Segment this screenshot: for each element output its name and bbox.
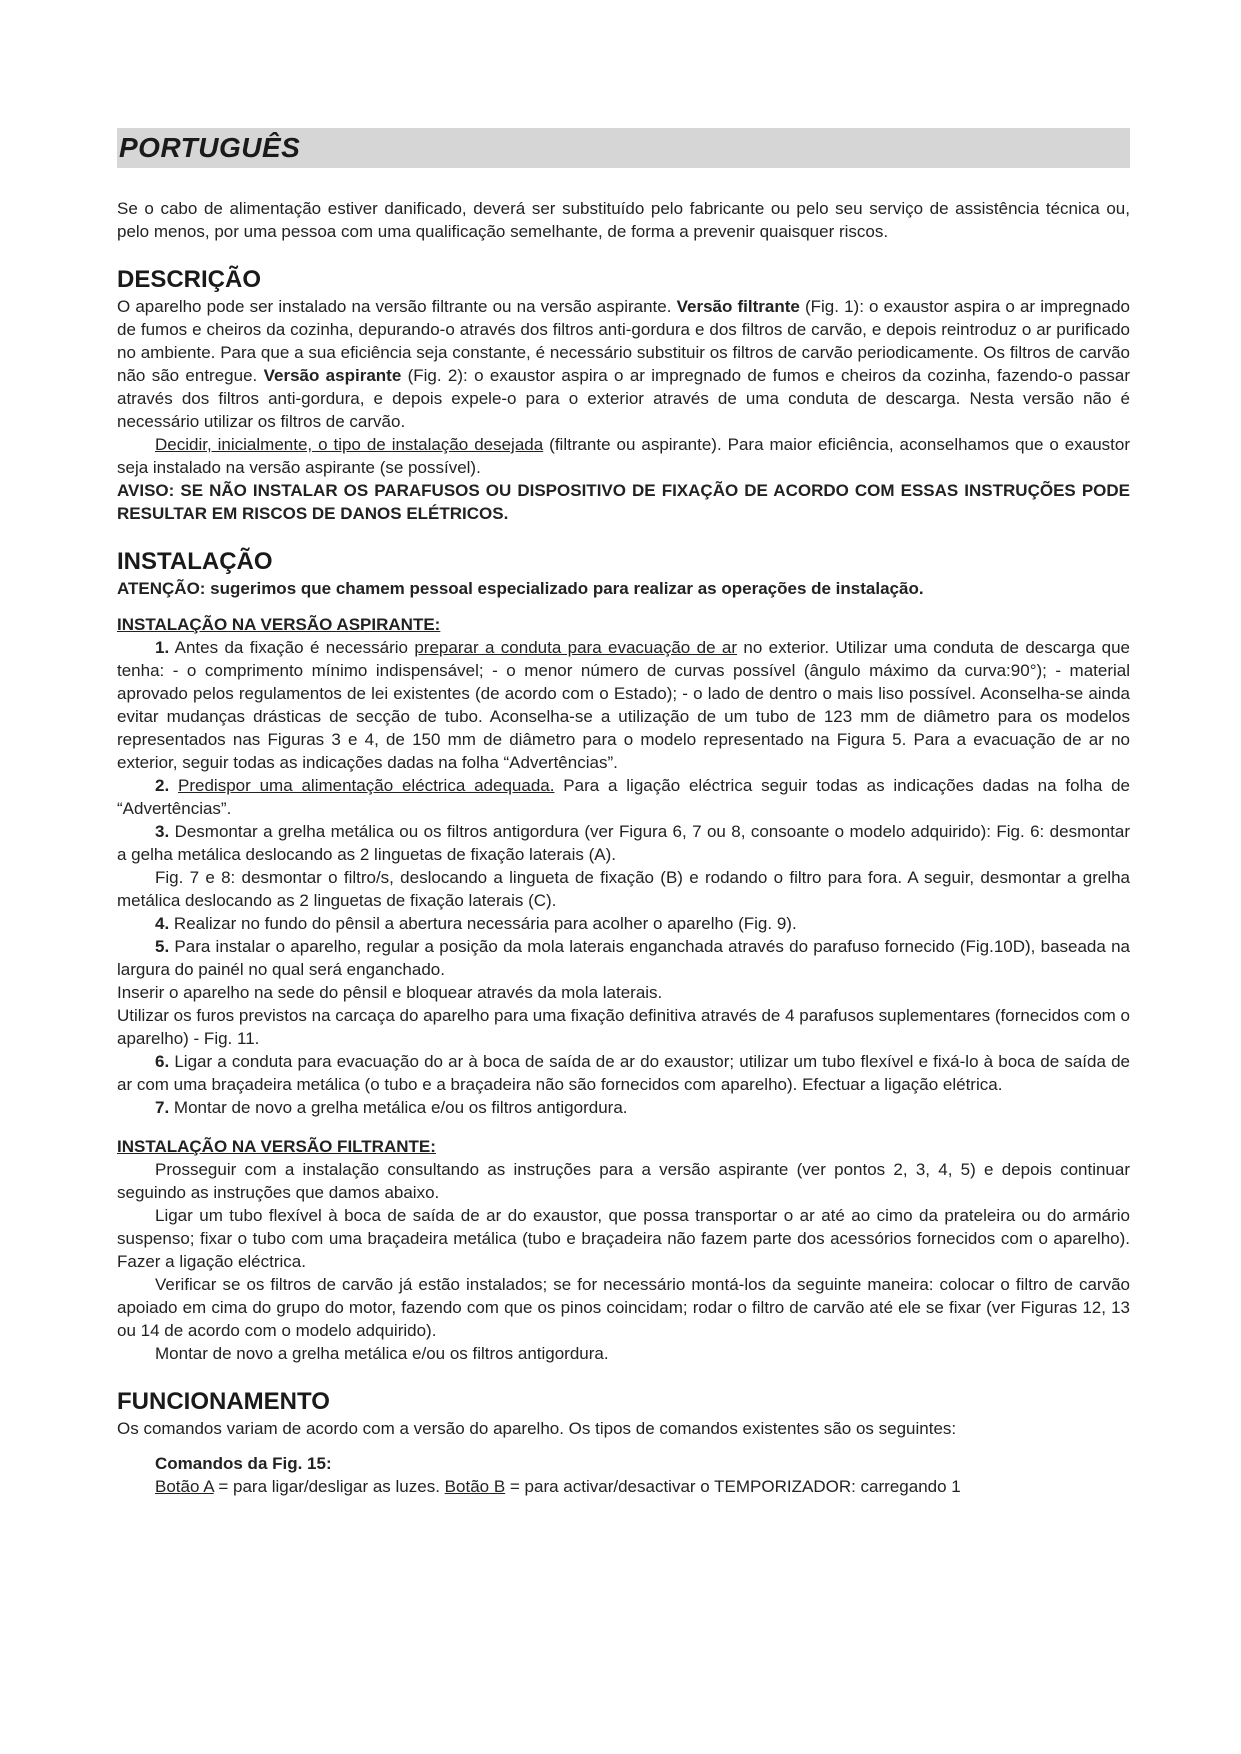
filtrante-paragraph-4: Montar de novo a grelha metálica e/ou os filtros antigordura. [155,1344,609,1363]
filtrante-paragraph-2: Ligar um tubo flexível à boca de saída de ar do exaustor, que possa transportar o ar até ao cimo da prateleira ou do armário suspenso; fixar o tubo com uma braçadeira metálica (tubo e braçadeira não fazem parte dos acessórios fornecidos com o aparelho). Fazer a ligação eléctrica. [117,1206,1130,1271]
section-title-descricao: DESCRIÇÃO [117,266,262,293]
step-7: 7. Montar de novo a grelha metálica e/ou os filtros antigordura. [155,1098,628,1117]
step-6: 6. Ligar a conduta para evacuação do ar à boca de saída de ar do exaustor; utilizar um tubo flexível e fixá-lo à boca de saída de ar com uma braçadeira metálica (o tubo e a braçadeira não são fornecidos com aparelho). Efectuar a ligação elétrica. [117,1052,1130,1094]
step-2: 2. Predispor uma alimentação eléctrica adequada. Para a ligação eléctrica seguir todas as indicações dadas na folha de “Advertências”. [117,776,1130,818]
step-3-continued: Fig. 7 e 8: desmontar o filtro/s, deslocando a lingueta de fixação (B) e rodando o filtro para fora. A seguir, desmontar a grelha metálica deslocando as 2 linguetas de fixação laterais (C). [117,868,1130,910]
subsection-title-aspirante: INSTALAÇÃO NA VERSÃO ASPIRANTE: [117,615,441,634]
step-3: 3. Desmontar a grelha metálica ou os filtros antigordura (ver Figura 6, 7 ou 8, consoante o modelo adquirido): Fig. 6: desmontar a gelha metálica deslocando as 2 linguetas de fixação laterais (A). [117,822,1130,864]
descricao-paragraph: O aparelho pode ser instalado na versão filtrante ou na versão aspirante. Versão filtrante (Fig. 1): o exaustor aspira o ar impregnado de fumos e cheiros da cozinha, depurando-o através dos filtros anti-gordura e dos filtros de carvão, e depois reintroduz o ar purificado no ambiente. Para que a sua eficiência seja constante, é necessário substituir os filtros de carvão periodicamente. Os filtros de carvão não são entregue. Versão aspirante (Fig. 2): o exaustor aspira o ar impregnado de fumos e cheiros da cozinha, fazendo-o passar através dos filtros anti-gordura, e depois expele-o para o exterior através de uma conduta de descarga. Nesta versão não é necessário utilizar os filtros de carvão. [117,297,1131,431]
step-5: 5. Para instalar o aparelho, regular a posição da mola laterais enganchada através do parafuso fornecido (Fig.10D), baseada na largura do painél no qual será enganchado. [117,937,1130,979]
step-1: 1. Antes da fixação é necessário preparar a conduta para evacuação de ar no exterior. Utilizar uma conduta de descarga que tenha: - o comprimento mínimo indispensável; - o menor número de curvas possível (ângulo máximo da curva:90°); - material aprovado pelos regulamentos de lei existentes (de acordo com o Estado); - o lado de dentro o mais liso possível. Aconselha-se ainda evitar mudanças drásticas de secção de tubo. Aconselha-se a utilização de um tubo de 123 mm de diâmetro para os modelos representados nas Figuras 3 e 4, de 150 mm de diâmetro para o modelo representado na Figura 5. Para a evacuação de ar no exterior, seguir todas as indicações dadas na folha “Advertências”. [117,638,1131,772]
commands-paragraph: Botão A = para ligar/desligar as luzes. Botão B = para activar/desactivar o TEMPORIZADOR: carregando 1 [155,1477,961,1496]
descricao-paragraph-2: Decidir, inicialmente, o tipo de instalação desejada (filtrante ou aspirante). Para maior eficiência, aconselhamos que o exaustor seja instalado na versão aspirante (se possível). [117,435,1130,477]
step-5-insert: Inserir o aparelho na sede do pênsil e bloquear através da mola laterais. [117,983,663,1002]
warning-paragraph: AVISO: SE NÃO INSTALAR OS PARAFUSOS OU DISPOSITIVO DE FIXAÇÃO DE ACORDO COM ESSAS INSTRUÇÕES PODE RESULTAR EM RISCOS DE DANOS ELÉTRICOS. [117,481,1130,523]
section-title-funcionamento: FUNCIONAMENTO [117,1388,330,1415]
document-page [117,128,1130,1498]
funcionamento-paragraph: Os comandos variam de acordo com a versão do aparelho. Os tipos de comandos existentes são os seguintes: [117,1419,957,1438]
attention-paragraph: ATENÇÃO: sugerimos que chamem pessoal especializado para realizar as operações de instalação. [117,579,924,598]
section-title-instalacao: INSTALAÇÃO [117,548,273,575]
subsection-title-filtrante: INSTALAÇÃO NA VERSÃO FILTRANTE: [117,1137,436,1156]
language-banner [117,128,1130,168]
filtrante-paragraph-3: Verificar se os filtros de carvão já estão instalados; se for necessário montá-los da seguinte maneira: colocar o filtro de carvão apoiado em cima do grupo do motor, fazendo com que os pinos coincidam; rodar o filtro de carvão até ele se fixar (ver Figuras 12, 13 ou 14 de acordo com o modelo adquirido). [117,1275,1130,1340]
language-title: PORTUGUÊS [119,132,301,163]
step-4: 4. Realizar no fundo do pênsil a abertura necessária para acolher o aparelho (Fig. 9). [155,914,797,933]
intro-paragraph: Se o cabo de alimentação estiver danificado, deverá ser substituído pelo fabricante ou pelo seu serviço de assistência técnica ou, pelo menos, por uma pessoa com uma qualificação semelhante, de forma a prevenir quaisquer riscos. [117,199,1130,241]
filtrante-paragraph-1: Prosseguir com a instalação consultando as instruções para a versão aspirante (ver pontos 2, 3, 4, 5) e depois continuar seguindo as instruções que damos abaixo. [117,1160,1130,1202]
step-5-holes: Utilizar os furos previstos na carcaça do aparelho para uma fixação definitiva através de 4 parafusos suplementares (fornecidos com o aparelho) - Fig. 11. [117,1006,1130,1048]
commands-title: Comandos da Fig. 15: [155,1454,332,1473]
